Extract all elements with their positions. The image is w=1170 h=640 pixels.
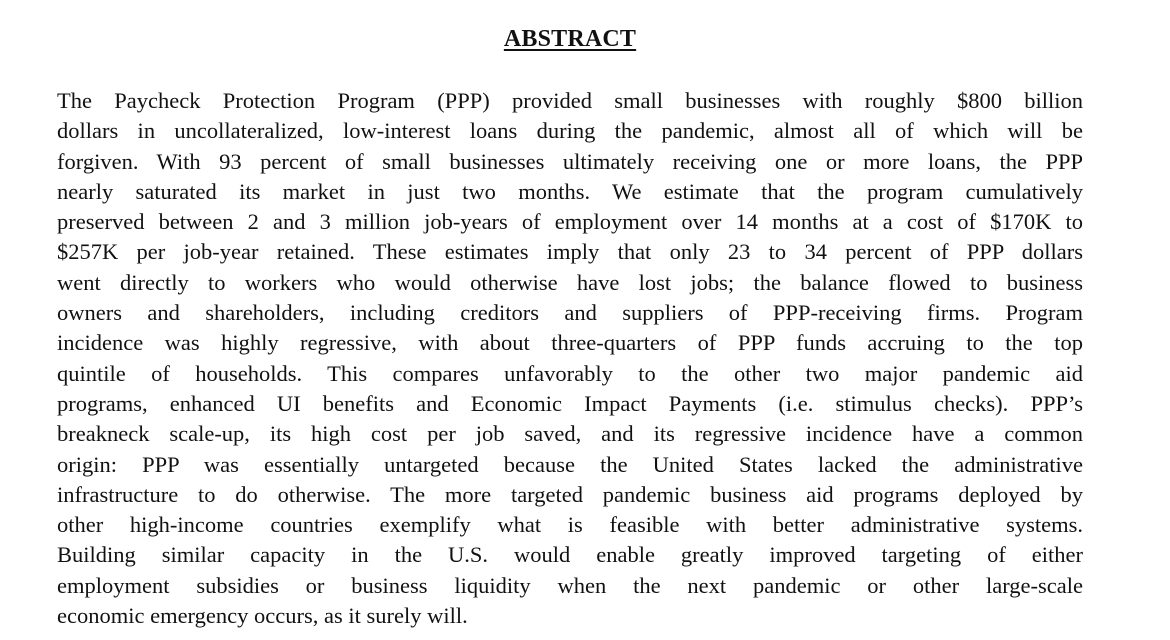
abstract-line: The Paycheck Protection Program (PPP) provided small businesses with roughly $800 billion [57,88,1083,113]
abstract-line: quintile of households. This compares unfavorably to the other two major pandemic aid [57,360,1083,386]
abstract-heading: ABSTRACT [503,26,637,52]
abstract-line: preserved between 2 and 3 million job-years of employment over 14 months at a cost of $170K to [57,209,1083,235]
abstract-line: economic emergency occurs, as it surely will. [57,603,468,629]
abstract-line: dollars in uncollateralized, low-interest loans during the pandemic, almost all of which will be [57,118,1083,144]
abstract-line: forgiven. With 93 percent of small businesses ultimately receiving one or more loans, the PPP [57,148,1083,174]
abstract-line: nearly saturated its market in just two months. We estimate that the program cumulatively [57,178,1083,204]
abstract-line: other high-income countries exemplify what is feasible with better administrative systems. [57,512,1083,538]
abstract-body [57,86,1083,631]
abstract-line: programs, enhanced UI benefits and Economic Impact Payments (i.e. stimulus checks). PPP’s [57,390,1083,416]
abstract-line: infrastructure to do otherwise. The more targeted pandemic business aid programs deployed by [57,481,1083,507]
abstract-line: incidence was highly regressive, with about three-quarters of PPP funds accruing to the top [57,330,1083,356]
abstract-line: went directly to workers who would otherwise have lost jobs; the balance flowed to business [57,269,1083,295]
abstract-line: breakneck scale-up, its high cost per job saved, and its regressive incidence have a common [57,421,1083,447]
abstract-line: employment subsidies or business liquidity when the next pandemic or other large-scale [57,572,1083,598]
abstract-line: owners and shareholders, including creditors and suppliers of PPP-receiving firms. Program [57,300,1083,326]
abstract-line: Building similar capacity in the U.S. would enable greatly improved targeting of either [57,542,1083,568]
abstract-line: origin: PPP was essentially untargeted because the United States lacked the administrative [57,451,1083,477]
abstract-line: $257K per job-year retained. These estimates imply that only 23 to 34 percent of PPP dollars [57,239,1083,265]
